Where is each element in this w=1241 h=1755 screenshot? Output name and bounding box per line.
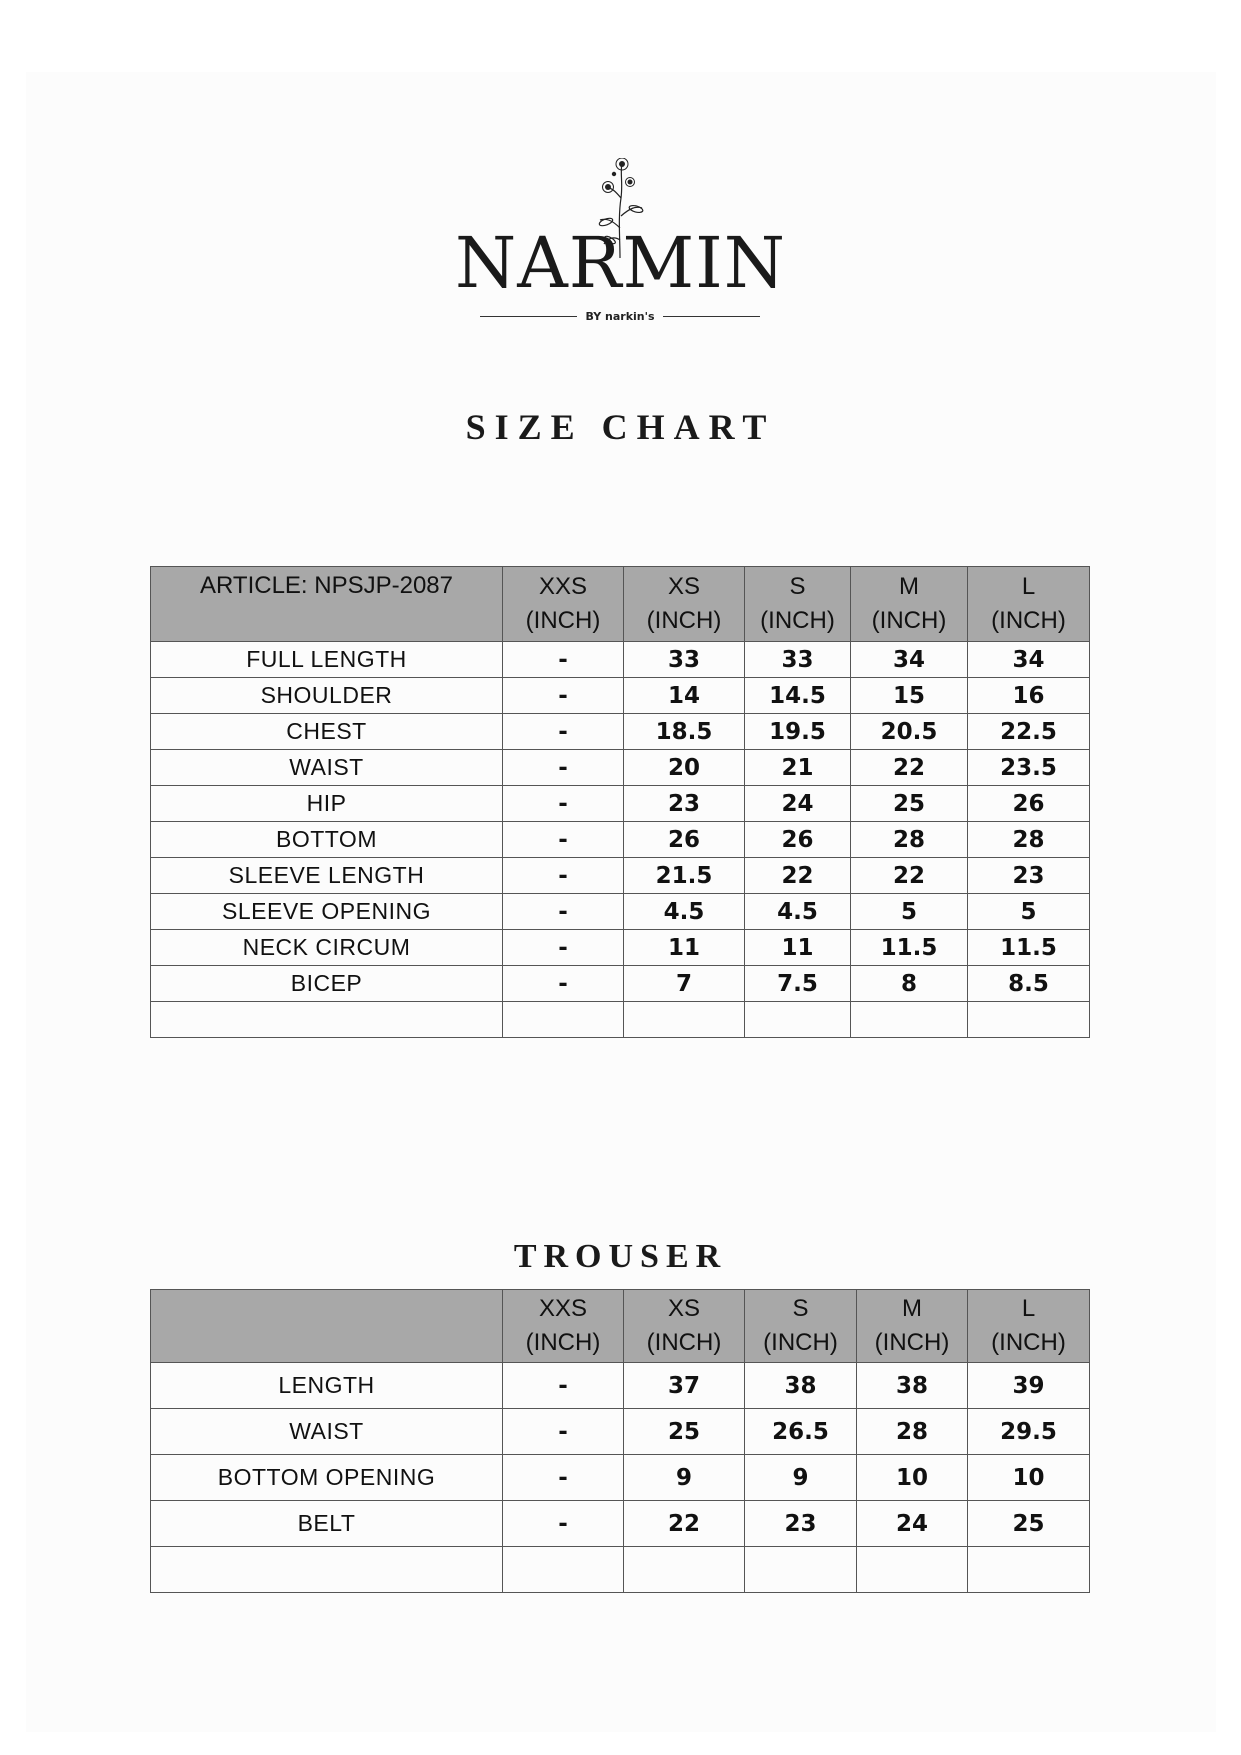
size-unit: (INCH) — [646, 607, 722, 634]
measurement-cell: 28 — [857, 1409, 968, 1455]
row-label: FULL LENGTH — [151, 642, 503, 678]
table-row — [151, 894, 1090, 930]
measurement-cell: 20 — [624, 750, 745, 786]
measurement-cell: 29.5 — [968, 1409, 1090, 1455]
measurement-cell: 25 — [624, 1409, 745, 1455]
size-header — [968, 1290, 1090, 1363]
size-header — [624, 567, 745, 642]
size-unit: (INCH) — [525, 607, 601, 634]
measurement-cell: 5 — [968, 894, 1090, 930]
measurement-cell: 11 — [745, 930, 851, 966]
row-label: HIP — [151, 786, 503, 822]
measurement-cell: 7.5 — [745, 966, 851, 1002]
size-name: L — [1021, 573, 1036, 600]
measurement-cell: - — [503, 1363, 624, 1409]
article-header-empty — [151, 1290, 503, 1363]
table-row — [151, 1547, 1090, 1593]
row-label: BOTTOM — [151, 822, 503, 858]
table-row — [151, 786, 1090, 822]
row-label: SLEEVE OPENING — [151, 894, 503, 930]
size-header — [745, 567, 851, 642]
table-row — [151, 1002, 1090, 1038]
size-name: S — [789, 573, 806, 600]
size-header — [745, 1290, 857, 1363]
size-name: XXS — [538, 1295, 588, 1322]
size-name: S — [792, 1295, 809, 1322]
measurement-cell: 26 — [968, 786, 1090, 822]
measurement-cell: 22 — [745, 858, 851, 894]
measurement-cell: 10 — [968, 1455, 1090, 1501]
measurement-cell: 28 — [851, 822, 968, 858]
measurement-cell: 38 — [857, 1363, 968, 1409]
size-unit: (INCH) — [991, 607, 1066, 634]
measurement-cell: 11 — [624, 930, 745, 966]
measurement-cell: - — [503, 894, 624, 930]
measurement-cell — [624, 1002, 745, 1038]
measurement-cell: 23 — [968, 858, 1090, 894]
measurement-cell: - — [503, 786, 624, 822]
measurement-cell: 4.5 — [624, 894, 745, 930]
measurement-cell: 22 — [851, 858, 968, 894]
table-row — [151, 714, 1090, 750]
row-label: BELT — [151, 1501, 503, 1547]
table-row — [151, 822, 1090, 858]
size-header — [503, 567, 624, 642]
measurement-cell — [745, 1002, 851, 1038]
size-name: M — [899, 573, 919, 600]
size-unit: (INCH) — [874, 1329, 950, 1356]
measurement-cell: - — [503, 966, 624, 1002]
size-header — [851, 567, 968, 642]
measurement-cell: 24 — [745, 786, 851, 822]
table-row — [151, 1501, 1090, 1547]
measurement-cell: 23 — [745, 1501, 857, 1547]
measurement-cell: 33 — [624, 642, 745, 678]
size-chart-heading: SIZE CHART — [465, 407, 776, 447]
byline-text: BY narkin's — [585, 310, 655, 323]
measurement-cell: 16 — [968, 678, 1090, 714]
brand-wordmark: NARMIN — [454, 222, 787, 304]
row-label — [151, 1002, 503, 1038]
table-row — [151, 1363, 1090, 1409]
byline-rule-right — [663, 316, 760, 317]
size-unit: (INCH) — [646, 1329, 722, 1356]
measurement-cell: 11.5 — [851, 930, 968, 966]
row-label: BICEP — [151, 966, 503, 1002]
measurement-cell: - — [503, 1409, 624, 1455]
table-row — [151, 966, 1090, 1002]
brand-byline — [480, 310, 760, 323]
row-label: WAIST — [151, 750, 503, 786]
measurement-cell: - — [503, 714, 624, 750]
measurement-cell: 26 — [624, 822, 745, 858]
measurement-cell: - — [503, 858, 624, 894]
measurement-cell: 34 — [851, 642, 968, 678]
article-header: ARTICLE: NPSJP-2087 — [151, 567, 503, 642]
size-name: XS — [667, 573, 700, 600]
size-name: XS — [667, 1295, 700, 1322]
trouser-heading: TROUSER — [513, 1238, 728, 1275]
row-label: SHOULDER — [151, 678, 503, 714]
measurement-cell: 22 — [851, 750, 968, 786]
measurement-cell: 9 — [745, 1455, 857, 1501]
measurement-cell: - — [503, 750, 624, 786]
measurement-cell: 38 — [745, 1363, 857, 1409]
measurement-cell: 5 — [851, 894, 968, 930]
row-label: WAIST — [151, 1409, 503, 1455]
measurement-cell: 14 — [624, 678, 745, 714]
size-unit: (INCH) — [525, 1329, 601, 1356]
size-unit: (INCH) — [760, 607, 835, 634]
size-name: M — [902, 1295, 922, 1322]
size-unit: (INCH) — [871, 607, 947, 634]
measurement-cell: - — [503, 930, 624, 966]
measurement-cell: 22.5 — [968, 714, 1090, 750]
table-row — [151, 858, 1090, 894]
measurement-cell: - — [503, 822, 624, 858]
brand-logo — [0, 0, 1241, 340]
table-row — [151, 678, 1090, 714]
measurement-cell: 9 — [624, 1455, 745, 1501]
size-name: XXS — [538, 573, 588, 600]
trouser-table — [150, 1289, 1090, 1593]
table-row — [151, 642, 1090, 678]
measurement-cell — [503, 1002, 624, 1038]
row-label: NECK CIRCUM — [151, 930, 503, 966]
measurement-cell — [745, 1547, 857, 1593]
table-header-row — [151, 567, 1090, 642]
size-name: L — [1021, 1295, 1036, 1322]
table-row — [151, 1409, 1090, 1455]
size-header — [624, 1290, 745, 1363]
measurement-cell: - — [503, 678, 624, 714]
measurement-cell: 34 — [968, 642, 1090, 678]
row-label — [151, 1547, 503, 1593]
measurement-cell: 28 — [968, 822, 1090, 858]
table-header-row — [151, 1290, 1090, 1363]
row-label: BOTTOM OPENING — [151, 1455, 503, 1501]
measurement-cell: 23 — [624, 786, 745, 822]
measurement-cell: 37 — [624, 1363, 745, 1409]
measurement-cell: - — [503, 642, 624, 678]
measurement-cell: 4.5 — [745, 894, 851, 930]
measurement-cell: 19.5 — [745, 714, 851, 750]
size-unit: (INCH) — [763, 1329, 838, 1356]
measurement-cell: 11.5 — [968, 930, 1090, 966]
measurement-cell: 15 — [851, 678, 968, 714]
table-row — [151, 930, 1090, 966]
measurement-cell: 10 — [857, 1455, 968, 1501]
row-label: LENGTH — [151, 1363, 503, 1409]
measurement-cell: 21 — [745, 750, 851, 786]
measurement-cell — [503, 1547, 624, 1593]
measurement-cell: 14.5 — [745, 678, 851, 714]
table-row — [151, 1455, 1090, 1501]
measurement-cell — [624, 1547, 745, 1593]
measurement-cell: 26.5 — [745, 1409, 857, 1455]
size-chart-table — [150, 566, 1090, 1038]
row-label: SLEEVE LENGTH — [151, 858, 503, 894]
measurement-cell: 7 — [624, 966, 745, 1002]
measurement-cell: - — [503, 1455, 624, 1501]
row-label: CHEST — [151, 714, 503, 750]
measurement-cell: 18.5 — [624, 714, 745, 750]
measurement-cell: 25 — [968, 1501, 1090, 1547]
measurement-cell — [968, 1547, 1090, 1593]
size-header — [503, 1290, 624, 1363]
measurement-cell: 21.5 — [624, 858, 745, 894]
size-unit: (INCH) — [991, 1329, 1066, 1356]
measurement-cell: 20.5 — [851, 714, 968, 750]
measurement-cell: 39 — [968, 1363, 1090, 1409]
measurement-cell: 22 — [624, 1501, 745, 1547]
measurement-cell: 23.5 — [968, 750, 1090, 786]
size-header — [968, 567, 1090, 642]
measurement-cell: 25 — [851, 786, 968, 822]
measurement-cell: 26 — [745, 822, 851, 858]
measurement-cell: - — [503, 1501, 624, 1547]
measurement-cell: 24 — [857, 1501, 968, 1547]
measurement-cell: 33 — [745, 642, 851, 678]
measurement-cell — [851, 1002, 968, 1038]
measurement-cell — [968, 1002, 1090, 1038]
measurement-cell: 8 — [851, 966, 968, 1002]
table-row — [151, 750, 1090, 786]
measurement-cell — [857, 1547, 968, 1593]
measurement-cell: 8.5 — [968, 966, 1090, 1002]
byline-rule-left — [480, 316, 577, 317]
size-header — [857, 1290, 968, 1363]
